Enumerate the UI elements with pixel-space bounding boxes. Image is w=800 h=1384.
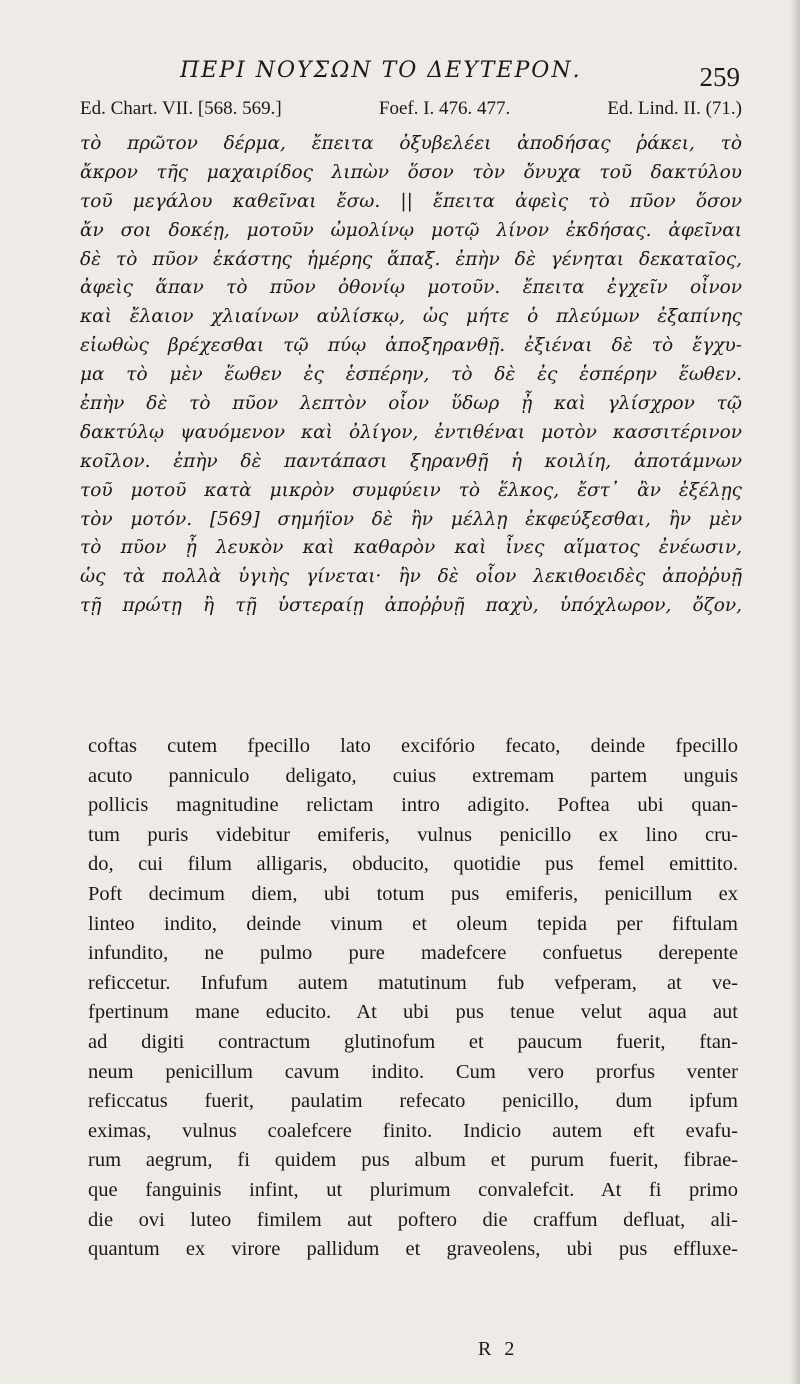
greek-text <box>80 130 742 621</box>
greek-line: ἐπὴν δὲ τὸ πῦον λεπτὸν οἷον ὕδωρ ᾖ καὶ γλίσχρον τῷ <box>80 393 742 415</box>
greek-line: τὸ πρῶτον δέρμα, ἔπειτα ὀξυβελέει ἀποδήσας ῥάκει, τὸ <box>80 133 742 154</box>
latin-line: quantum ex virore pallidum et graveolens, ubi pus effluxe- <box>88 1238 738 1261</box>
latin-line: infundito, ne pulmo pure madefcere confuetus derepente <box>88 942 738 965</box>
greek-line: τοῦ μεγάλου καθεῖναι ἔσω. || ἔπειτα ἀφεὶς τὸ πῦον ὅσον <box>80 190 742 212</box>
latin-line: que fanguinis infint, ut plurimum convalefcit. At fi primo <box>88 1178 738 1201</box>
latin-line: coftas cutem fpecillo lato excifório fecato, deinde fpecillo <box>88 735 738 757</box>
greek-line: δὲ τὸ πῦον ἑκάστης ἡμέρης ἅπαξ. ἐπὴν δὲ γένηται δεκαταῖος, <box>80 248 742 270</box>
greek-line: τὸ πῦον ᾖ λευκὸν καὶ καθαρὸν καὶ ἶνες αἵματος ἐνέωσιν, <box>80 537 742 559</box>
latin-line: eximas, vulnus coalefcere finito. Indicio autem eft evafu- <box>88 1119 738 1142</box>
greek-line: εἰωθὼς βρέχεσθαι τῷ πύῳ ἀποξηρανθῇ. ἐξιέναι δὲ τὸ ἔγχυ- <box>80 335 742 357</box>
latin-line: acuto panniculo deligato, cuius extremam partem unguis <box>88 764 738 787</box>
latin-line: tum puris videbitur emiferis, vulnus penicillo ex lino cru- <box>88 823 738 846</box>
latin-line: neum penicillum cavum indito. Cum vero prorfus venter <box>88 1060 738 1083</box>
running-title: ΠΕΡΙ ΝΟΥΣΩΝ ΤΟ ΔΕΥΤΕΡΟΝ. <box>180 58 582 83</box>
latin-line: rum aegrum, fi quidem pus album et purum fuerit, fibrae- <box>88 1149 738 1172</box>
greek-line: ἄκρον τῆς μαχαιρίδος λιπὼν ὅσον τὸν ὄνυχα τοῦ δακτύλου <box>80 161 742 183</box>
latin-line: do, cui filum alligaris, obducito, quotidie pus femel emittito. <box>88 853 738 876</box>
foesius-reference: Foef. I. 476. 477. <box>378 98 511 119</box>
greek-line: τῇ πρώτῃ ἢ τῇ ὑστεραίῃ ἀποῤῥυῇ παχὺ, ὑπόχλωρον, ὄζον, <box>80 595 742 617</box>
gathering-signature: R 2 <box>478 1338 519 1360</box>
greek-line: ἀφεὶς ἅπαν τὸ πῦον ὀθονίῳ μοτοῦν. ἔπειτα ἐγχεῖν οἶνον <box>80 277 742 299</box>
greek-line: μα τὸ μὲν ἕωθεν ἐς ἑσπέρην, τὸ δὲ ἐς ἑσπέρην ἕωθεν. <box>80 364 742 386</box>
greek-line: τοῦ μοτοῦ κατὰ μικρὸν συμφύειν τὸ ἕλκος, ἔστ᾽ ἂν ἐξέλῃς <box>80 479 742 501</box>
chartier-reference: Ed. Chart. VII. [568. 569.] <box>80 98 282 119</box>
latin-line: pollicis magnitudine relictam intro adigito. Poftea ubi quan- <box>88 794 738 817</box>
page-number: 259 <box>699 62 740 92</box>
greek-line: δακτύλῳ ψαυόμενον καὶ ὀλίγον, ἐντιθέναι μοτὸν κασσιτέρινον <box>80 421 742 443</box>
latin-line: ad digiti contractum glutinofum et paucum fuerit, ftan- <box>88 1030 738 1053</box>
greek-line: τὸν μοτόν. [569] σημήϊον δὲ ἢν μέλλῃ ἐκφεύξεσθαι, ἢν μὲν <box>80 508 742 530</box>
latin-line: Poft decimum diem, ubi totum pus emiferis, penicillum ex <box>88 882 738 905</box>
latin-text <box>88 732 738 1265</box>
page-edge-shadow <box>790 0 800 1384</box>
latin-line: die ovi luteo fimilem aut poftero die craffum defluat, ali- <box>88 1208 738 1231</box>
latin-line: fpertinum mane educito. At ubi pus tenue velut aqua aut <box>88 1001 738 1024</box>
latin-line: reficcatus fuerit, paulatim refecato penicillo, dum ipfum <box>88 1090 738 1113</box>
greek-line: ὡς τὰ πολλὰ ὑγιὴς γίνεται· ἢν δὲ οἷον λεκιθοειδὲς ἀποῤῥυῇ <box>80 566 742 588</box>
latin-line: linteo indito, deinde vinum et oleum tepida per fiftulam <box>88 912 738 935</box>
linden-reference: Ed. Lind. II. (71.) <box>607 98 742 119</box>
greek-line: κοῖλον. ἐπὴν δὲ παντάπασι ξηρανθῇ ἡ κοιλίη, ἀποτάμνων <box>80 450 742 472</box>
greek-line: ἄν σοι δοκέῃ, μοτοῦν ὠμολίνῳ μοτῷ λίνον ἐκδήσας. ἀφεῖναι <box>80 219 742 241</box>
running-head <box>90 58 740 98</box>
latin-line: reficcetur. Infufum autem matutinum fub vefperam, at ve- <box>88 971 738 994</box>
greek-line: καὶ ἔλαιον χλιαίνων αὐλίσκῳ, ὡς μήτε ὁ πλεύμων ἐξαπίνης <box>80 306 742 328</box>
edition-references <box>80 98 742 120</box>
